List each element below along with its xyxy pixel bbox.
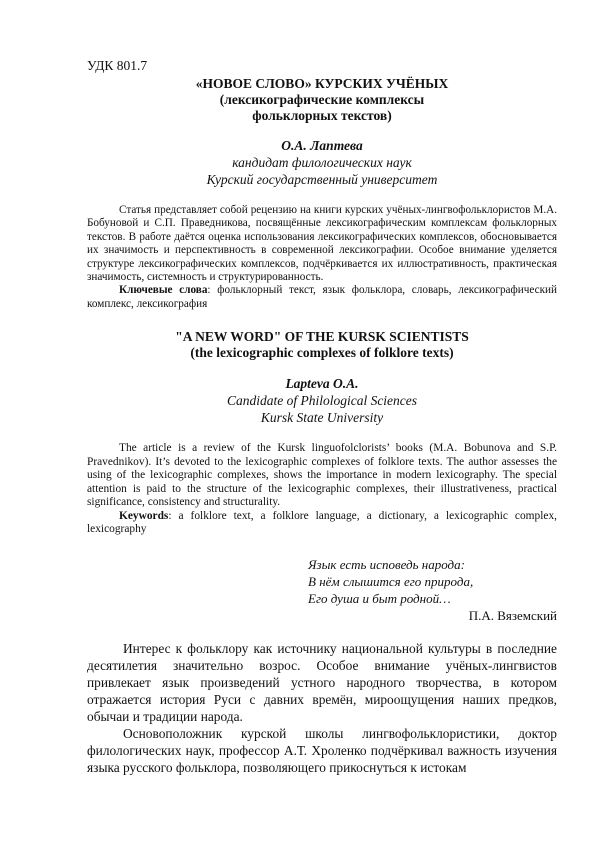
body-paragraph-1: Интерес к фольклору как источнику национальной культуры в последние десятилетия значительно возрос. Особое внимание учёных-лингвистов привлекает язык произведений устного народного творчества, в котором отражается история Руси с давних времён, мироощущения наших предков, обычаи и традиции народа. (87, 640, 557, 724)
abstract-en-text: The article is a review of the Kursk linguofolclorists’ books (M.A. Bobunova and S.P. Pravednikov). It’s devoted to the lexicographic complexes of folklore texts. The author assesses the using of the lexicographic complexes, shows the importance in modern lexicography. The special attention is paid to the structure of the lexicographic complexes, their illustrativeness, practical significance, consistency and structurality. (87, 442, 557, 509)
author-name-ru: О.А. Лаптева (281, 138, 363, 153)
body-paragraph-2: Основоположник курской школы лингвофольклористики, доктор филологических наук, профессор А.Т. Хроленко подчёркивал важность изучения языка русского фольклора, позволяющего прикоснуться к истокам (87, 725, 557, 775)
epigraph-line1: Язык есть исповедь народа: (308, 556, 465, 572)
keywords-ru-list: : фольклорный текст, язык фольклора, словарь, лексикографический комплекс, лексикография (87, 284, 557, 310)
abstract-ru (87, 204, 557, 311)
title-en (87, 329, 557, 361)
keywords-en-label: Keywords (119, 509, 169, 522)
author-affiliation-en: Kursk State University (260, 410, 384, 426)
title-ru-line1: «НОВОЕ СЛОВО» КУРСКИХ УЧЁНЫХ (195, 76, 449, 91)
article-page (87, 58, 557, 776)
title-en-line1: "A NEW WORD" OF THE KURSK SCIENTISTS (175, 329, 469, 345)
udc-code: УДК 801.7 (87, 58, 148, 73)
abstract-en (87, 442, 557, 537)
title-ru (87, 76, 557, 124)
author-degree-ru: кандидат филологических наук (232, 155, 412, 170)
author-affiliation-ru: Курский государственный университет (206, 172, 438, 187)
keywords-en-list: : a folklore text, a folklore language, a dictionary, a lexicographic complex, lexicography (87, 509, 557, 536)
title-ru-line3: фольклорных текстов) (252, 108, 392, 123)
keywords-en (87, 510, 557, 537)
keywords-ru (87, 284, 557, 311)
title-en-line2: (the lexicographic complexes of folklore texts) (190, 345, 454, 361)
author-degree-en: Candidate of Philological Sciences (226, 393, 418, 409)
epigraph-line2: В нём слышится его природа, (308, 573, 474, 589)
epigraph-author: П.А. Вяземский (468, 607, 557, 623)
epigraph-line3: Его душа и быт родной… (308, 590, 451, 606)
author-block-ru (87, 137, 557, 188)
abstract-ru-text: Статья представляет собой рецензию на книги курских учёных-лингвофольклористов М.А. Бобуновой и С.П. Праведникова, посвящённые лексикографическим комплексам фольклорных текстов. В работе даётся оценка использования лексикографических комплексов, обосновывается их значимость и перспективность в современной лексикографии. Особое внимание уделяется структуре лексикографических комплексов, подчёркивается их иллюстративность, практическая значимость, системность и структурированность. (87, 204, 557, 284)
author-name-en: Lapteva O.A. (285, 376, 359, 392)
body-text (87, 640, 557, 776)
title-ru-line2: (лексикографические комплексы (219, 92, 425, 107)
keywords-ru-label: Ключевые слова (119, 284, 208, 297)
author-block-en (87, 375, 557, 426)
epigraph (308, 556, 557, 607)
